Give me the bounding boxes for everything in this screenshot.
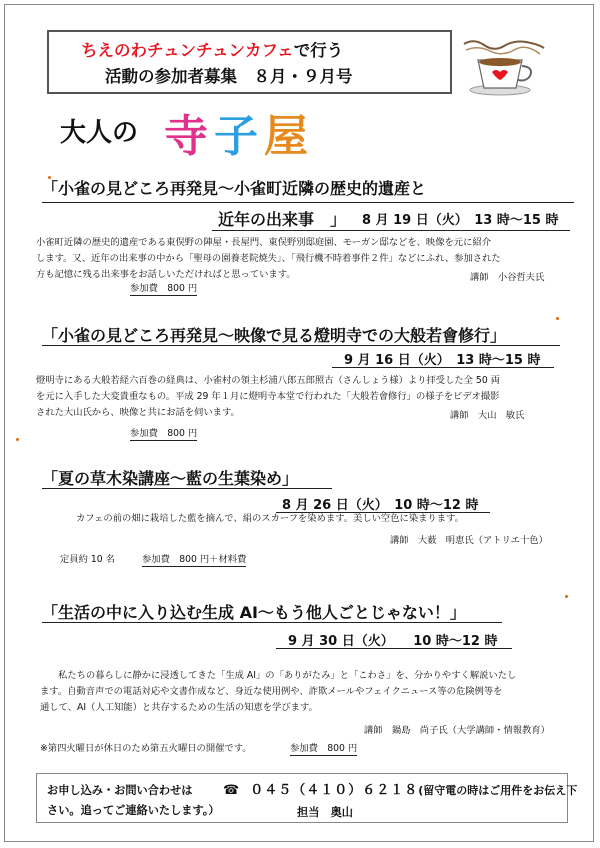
logo-char-1: 寺 — [164, 111, 214, 162]
phone-icon: ☎ — [223, 783, 241, 798]
contact-phone-line — [223, 779, 577, 798]
event-1-title-underline-1 — [42, 202, 574, 203]
event-4-desc-3: 通して、AI（人工知能）と共存するための生活の知恵を学びます。 — [40, 702, 318, 713]
banner-prefix: 大人の — [60, 118, 139, 148]
event-1-desc-1: 小雀町近隣の歴史的遺産である東俣野の陣屋・長屋門、東俣野別邸庭園、モーガン邸などを、映像を元に紹介 — [36, 237, 491, 248]
event-4-lecturer: 講師 鍋島 尚子氏（大学講師・情報教育） — [364, 725, 550, 736]
coffee-cup-icon — [456, 36, 548, 98]
phone-number[interactable]: ０４５（４１０）６２１８ — [250, 783, 419, 798]
event-1-datetime: 8 月 19 日（火） 13 時～15 時 — [362, 213, 559, 228]
event-4-desc-1: 私たちの暮らしに静かに浸透してきた「生成 AI」の「ありがたみ」と「こわさ」を、分かりやすく解説いたし — [58, 670, 517, 681]
event-2-desc-2: を元に入手した大変貴重なもの。平成 29 年１月に燈明寺本堂で行われた「大般若會修行」の様子をビデオ撮影 — [36, 391, 500, 402]
event-4-title: 「生活の中に入り込む生成 AI～もう他人ごとじゃない！」 — [42, 603, 466, 622]
event-1-lecturer: 講師 小谷哲夫氏 — [470, 272, 545, 283]
event-4-note: ※第四火曜日が休日のため第五火曜日の開催です。 — [40, 743, 252, 754]
decor-dot — [16, 438, 19, 441]
event-1-title-underline-2 — [212, 230, 570, 231]
contact-label: お申し込み・お問い合わせは — [47, 784, 193, 797]
event-4-desc-2: ます。自動音声での電話対応や文書作成など、身近な使用例や、詐欺メールやフェイクニュース等の危険例等を — [40, 686, 503, 697]
event-3-capacity: 定員約 10 名 — [60, 554, 115, 565]
event-4-title-underline — [42, 622, 502, 623]
event-2-title: 「小雀の見どころ再発見～映像で見る燈明寺での大般若會修行」 — [42, 326, 507, 345]
decor-dot — [556, 317, 559, 320]
event-1-title-line2: 近年の出来事 」 — [218, 210, 347, 229]
event-3-title: 「夏の草木染講座～藍の生葉染め」 — [42, 469, 299, 488]
cafe-name: ちえのわチュンチュンカフェ — [81, 41, 294, 60]
header-line1-suffix: で行う — [293, 41, 344, 60]
contact-line2: さい。追ってご連絡いたします。） — [47, 804, 220, 817]
contact-box — [36, 773, 578, 823]
event-2-title-underline — [42, 345, 560, 346]
logo-char-3: 屋 — [264, 111, 314, 162]
event-4-datetime-underline — [276, 648, 512, 649]
event-3-fee: 参加費 800 円＋材料費 — [142, 551, 246, 567]
header-line2: 活動の参加者募集 ８月・９月号 — [105, 67, 353, 86]
decor-dot — [565, 595, 568, 598]
header-box — [47, 30, 452, 94]
phone-note: (留守電の時はご用件をお伝え下 — [418, 784, 578, 797]
event-1-fee: 参加費 800 円 — [130, 280, 197, 296]
contact-person: 担当 奥山 — [297, 806, 353, 819]
event-3-desc-1: カフェの前の畑に栽培した藍を摘んで、絹のスカーフを染めます。美しい空色に染まります。 — [76, 513, 464, 524]
event-2-datetime-underline — [332, 367, 554, 368]
event-2-desc-1: 燈明寺にある大般若経六百巻の経典は、小雀村の領主杉浦八郎五郎照古（さんしょう様）より拝受した全 50 両 — [36, 375, 500, 386]
logo-char-2: 子 — [214, 111, 264, 162]
event-2-desc-3: された大山氏から、映像と共にお話を伺います。 — [36, 407, 240, 418]
event-2-datetime: 9 月 16 日（火） 13 時～15 時 — [344, 353, 541, 368]
event-1-desc-3: 方も記憶に残る出来事をお話しいただければと思っています。 — [36, 269, 296, 280]
event-3-title-underline — [42, 488, 332, 489]
terakoya-logo — [164, 100, 314, 164]
event-2-fee: 参加費 800 円 — [130, 425, 197, 441]
event-3-lecturer: 講師 大薮 明恵氏（アトリエ十色） — [390, 535, 548, 546]
event-1-desc-2: します。又、近年の出来事の中から「聖母の園養老院焼失」、「飛行機不時着事件２件」などにふれ、参加された — [36, 253, 501, 264]
event-4-datetime: 9 月 30 日（火） 10 時～12 時 — [288, 634, 498, 649]
header-line1 — [81, 38, 343, 63]
event-2-lecturer: 講師 大山 敏氏 — [450, 410, 525, 421]
event-3-datetime: 8 月 26 日（火） 10 時～12 時 — [282, 498, 479, 513]
event-4-fee: 参加費 800 円 — [290, 740, 357, 756]
event-1-title-line1: 「小雀の見どころ再発見～小雀町近隣の歴史的遺産と — [42, 179, 427, 198]
decor-dot — [48, 176, 51, 179]
